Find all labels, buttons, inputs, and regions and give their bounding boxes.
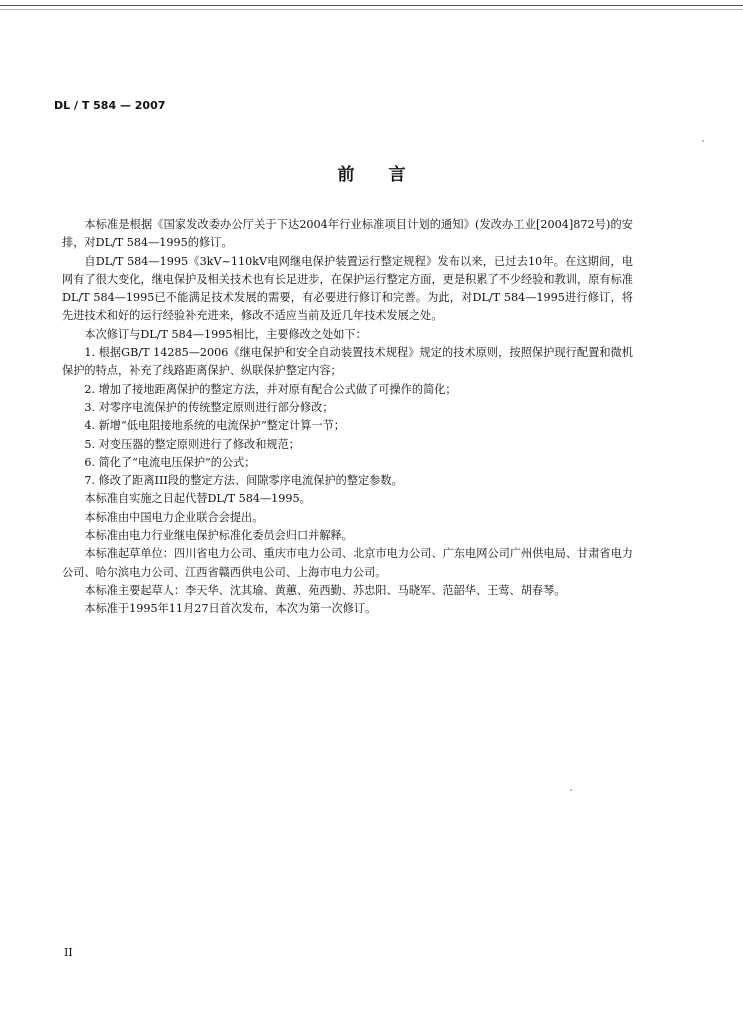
paragraph-replaces: 本标准自实施之日起代替DL/T 584—1995。	[84, 492, 311, 506]
title-char-2: 言	[388, 165, 406, 185]
change-item: 7. 修改了距离III段的整定方法、间隙零序电流保护的整定参数。	[84, 474, 403, 488]
paragraph-first-release: 本标准于1995年11月27日首次发布，本次为第一次修订。	[84, 602, 377, 616]
paragraph-drafting-units: 本标准起草单位：四川省电力公司、重庆市电力公司、北京市电力公司、广东电网公司广州供电局、甘肃省电力公司、哈尔滨电力公司、江西省赣西供电公司、上海市电力公司。	[62, 547, 633, 579]
top-rule	[0, 5, 743, 6]
change-item: 3. 对零序电流保护的传统整定原则进行部分修改；	[84, 400, 334, 414]
scan-speck	[570, 789, 572, 791]
title-char-1: 前	[337, 165, 355, 185]
paragraph-changes-intro: 本次修订与DL/T 584—1995相比，主要修改之处如下：	[84, 327, 367, 341]
standard-id: DL / T 584 — 2007	[54, 99, 166, 112]
change-item: 1. 根据GB/T 14285—2006《继电保护和安全自动装置技术规程》规定的技术原则，按照保护现行配置和微机保护的特点，补充了线路距离保护、纵联保护整定内容；	[62, 346, 633, 378]
page-title	[0, 160, 743, 185]
change-item: 4. 新增“低电阻接地系统的电流保护”整定计算一节；	[84, 419, 345, 433]
change-item: 6. 简化了“电流电压保护”的公式；	[84, 455, 256, 469]
paragraph-interpreted-by: 本标准由电力行业继电保护标准化委员会归口并解释。	[84, 529, 353, 543]
scan-speck	[702, 140, 704, 142]
paragraph-basis: 本标准是根据《国家发改委办公厅关于下达2004年行业标准项目计划的通知》(发改办工业[2004]872号)的安排，对DL/T 584—1995的修订。	[62, 218, 633, 250]
paragraph-background: 自DL/T 584—1995《3kV~110kV电网继电保护装置运行整定规程》发布以来，已过去10年。在这期间，电网有了很大变化，继电保护及相关技术也有长足进步，在保护运行整定方面，更是积累了不少经验和教训，原有标准DL/T 584—1995已不能满足技术发展的需要，有必要进行修订和完善。为此，对DL/T 584—1995进行修订，将先进技术和好的运行经验补充进来，修改不适应当前及近几年技术发展之处。	[62, 254, 633, 323]
change-item: 2. 增加了接地距离保护的整定方法，并对原有配合公式做了可操作的简化；	[84, 382, 457, 396]
paragraph-proposed-by: 本标准由中国电力企业联合会提出。	[84, 510, 264, 524]
page-number: II	[64, 946, 73, 959]
top-rule-shadow	[0, 9, 743, 10]
foreword-body	[62, 216, 633, 619]
change-item: 5. 对变压器的整定原则进行了修改和规范；	[84, 437, 300, 451]
paragraph-drafters: 本标准主要起草人：李天华、沈其瑜、黄蕙、苑西勤、苏忠阳、马晓军、范韶华、王莺、胡春琴。	[84, 583, 566, 597]
